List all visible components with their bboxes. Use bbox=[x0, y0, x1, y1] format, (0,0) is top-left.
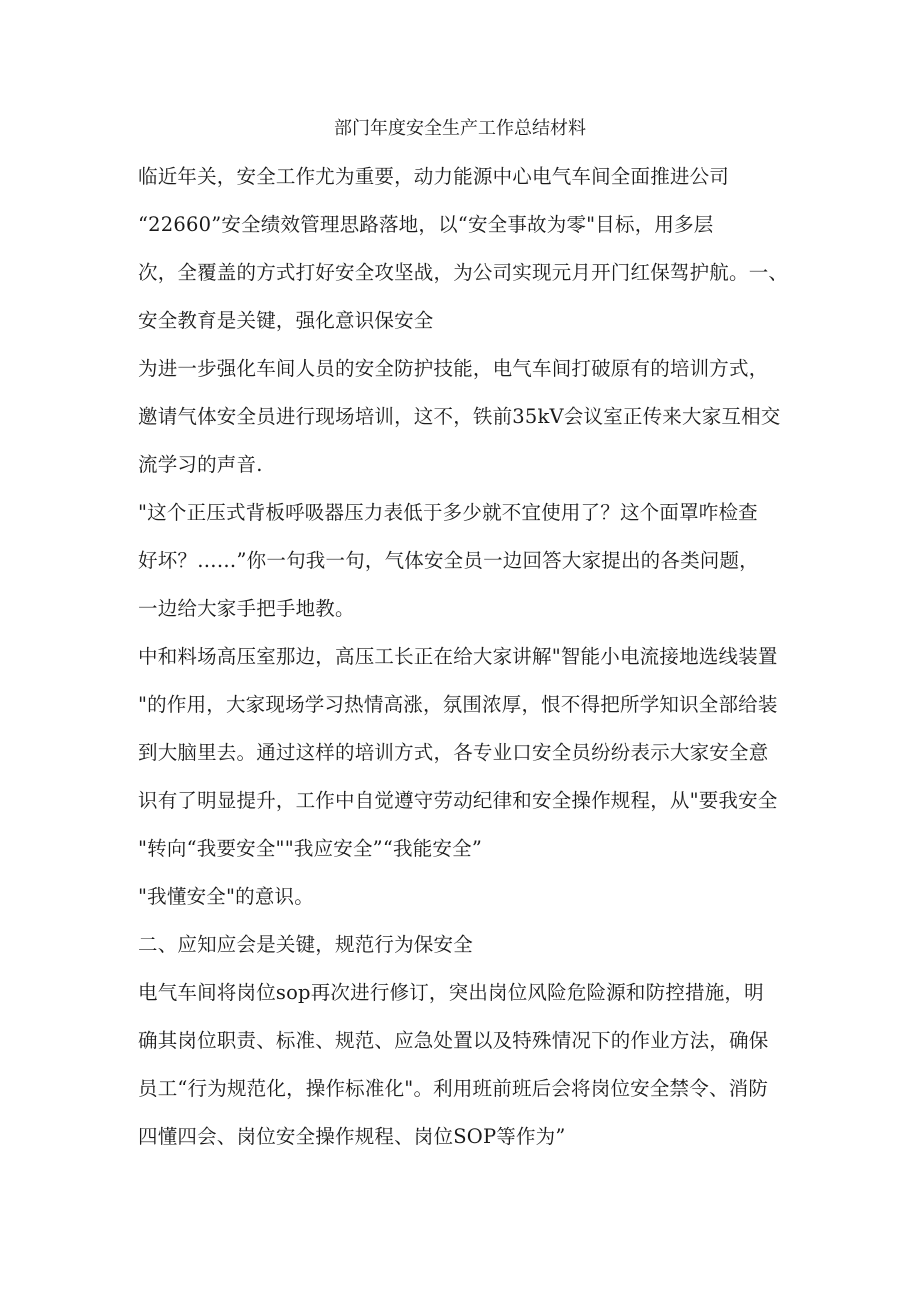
paragraph-line: 识有了明显提升，工作中自觉遵守劳动纪律和安全操作规程，从"要我安全 bbox=[138, 789, 778, 812]
paragraph-line: 好坏？……”你一句我一句，气体安全员一边回答大家提出的各类问题， bbox=[138, 549, 759, 572]
paragraph-line: "转向“我要安全""我应安全”“我能安全” bbox=[138, 837, 482, 860]
paragraph-line: 到大脑里去。通过这样的培训方式，各专业口安全员纷纷表示大家安全意 bbox=[138, 741, 769, 764]
document-title: 部门年度安全生产工作总结材料 bbox=[334, 118, 586, 139]
paragraph-line: 员工“行为规范化，操作标准化"。利用班前班后会将岗位安全禁令、消防 bbox=[138, 1077, 769, 1100]
paragraph-line: 邀请气体安全员进行现场培训，这不，铁前35kV会议室正传来大家互相交 bbox=[138, 405, 781, 428]
paragraph-line: 中和料场高压室那边，高压工长正在给大家讲解"智能小电流接地选线装置 bbox=[138, 645, 778, 668]
paragraph-line: 四懂四会、岗位安全操作规程、岗位SOP等作为” bbox=[138, 1125, 566, 1148]
section-heading: 安全教育是关键，强化意识保安全 bbox=[138, 309, 434, 332]
paragraph-line: "这个正压式背板呼吸器压力表低于多少就不宜使用了？这个面罩咋检查 bbox=[138, 501, 758, 524]
paragraph-line: 电气车间将岗位sop再次进行修订，突出岗位风险危险源和防控措施，明 bbox=[138, 981, 764, 1004]
paragraph-line: 确其岗位职责、标准、规范、应急处置以及特殊情况下的作业方法，确保 bbox=[138, 1029, 769, 1052]
paragraph-line: 为进一步强化车间人员的安全防护技能，电气车间打破原有的培训方式， bbox=[138, 357, 769, 380]
paragraph-line: "我懂安全"的意识。 bbox=[138, 885, 314, 908]
paragraph-line: 临近年关，安全工作尤为重要，动力能源中心电气车间全面推进公司 bbox=[138, 165, 730, 188]
section-heading: 二、应知应会是关键，规范行为保安全 bbox=[138, 933, 473, 956]
paragraph-line: 流学习的声音. bbox=[138, 453, 263, 476]
paragraph-line: "的作用，大家现场学习热情高涨，氛围浓厚，恨不得把所学知识全部给装 bbox=[138, 693, 778, 716]
paragraph-line: 次，全覆盖的方式打好安全攻坚战，为公司实现元月开门红保驾护航。一、 bbox=[138, 261, 789, 284]
paragraph-line: 一边给大家手把手地教。 bbox=[138, 597, 355, 620]
paragraph-line: “22660”安全绩效管理思路落地，以“安全事故为零"目标，用多层 bbox=[138, 213, 714, 236]
